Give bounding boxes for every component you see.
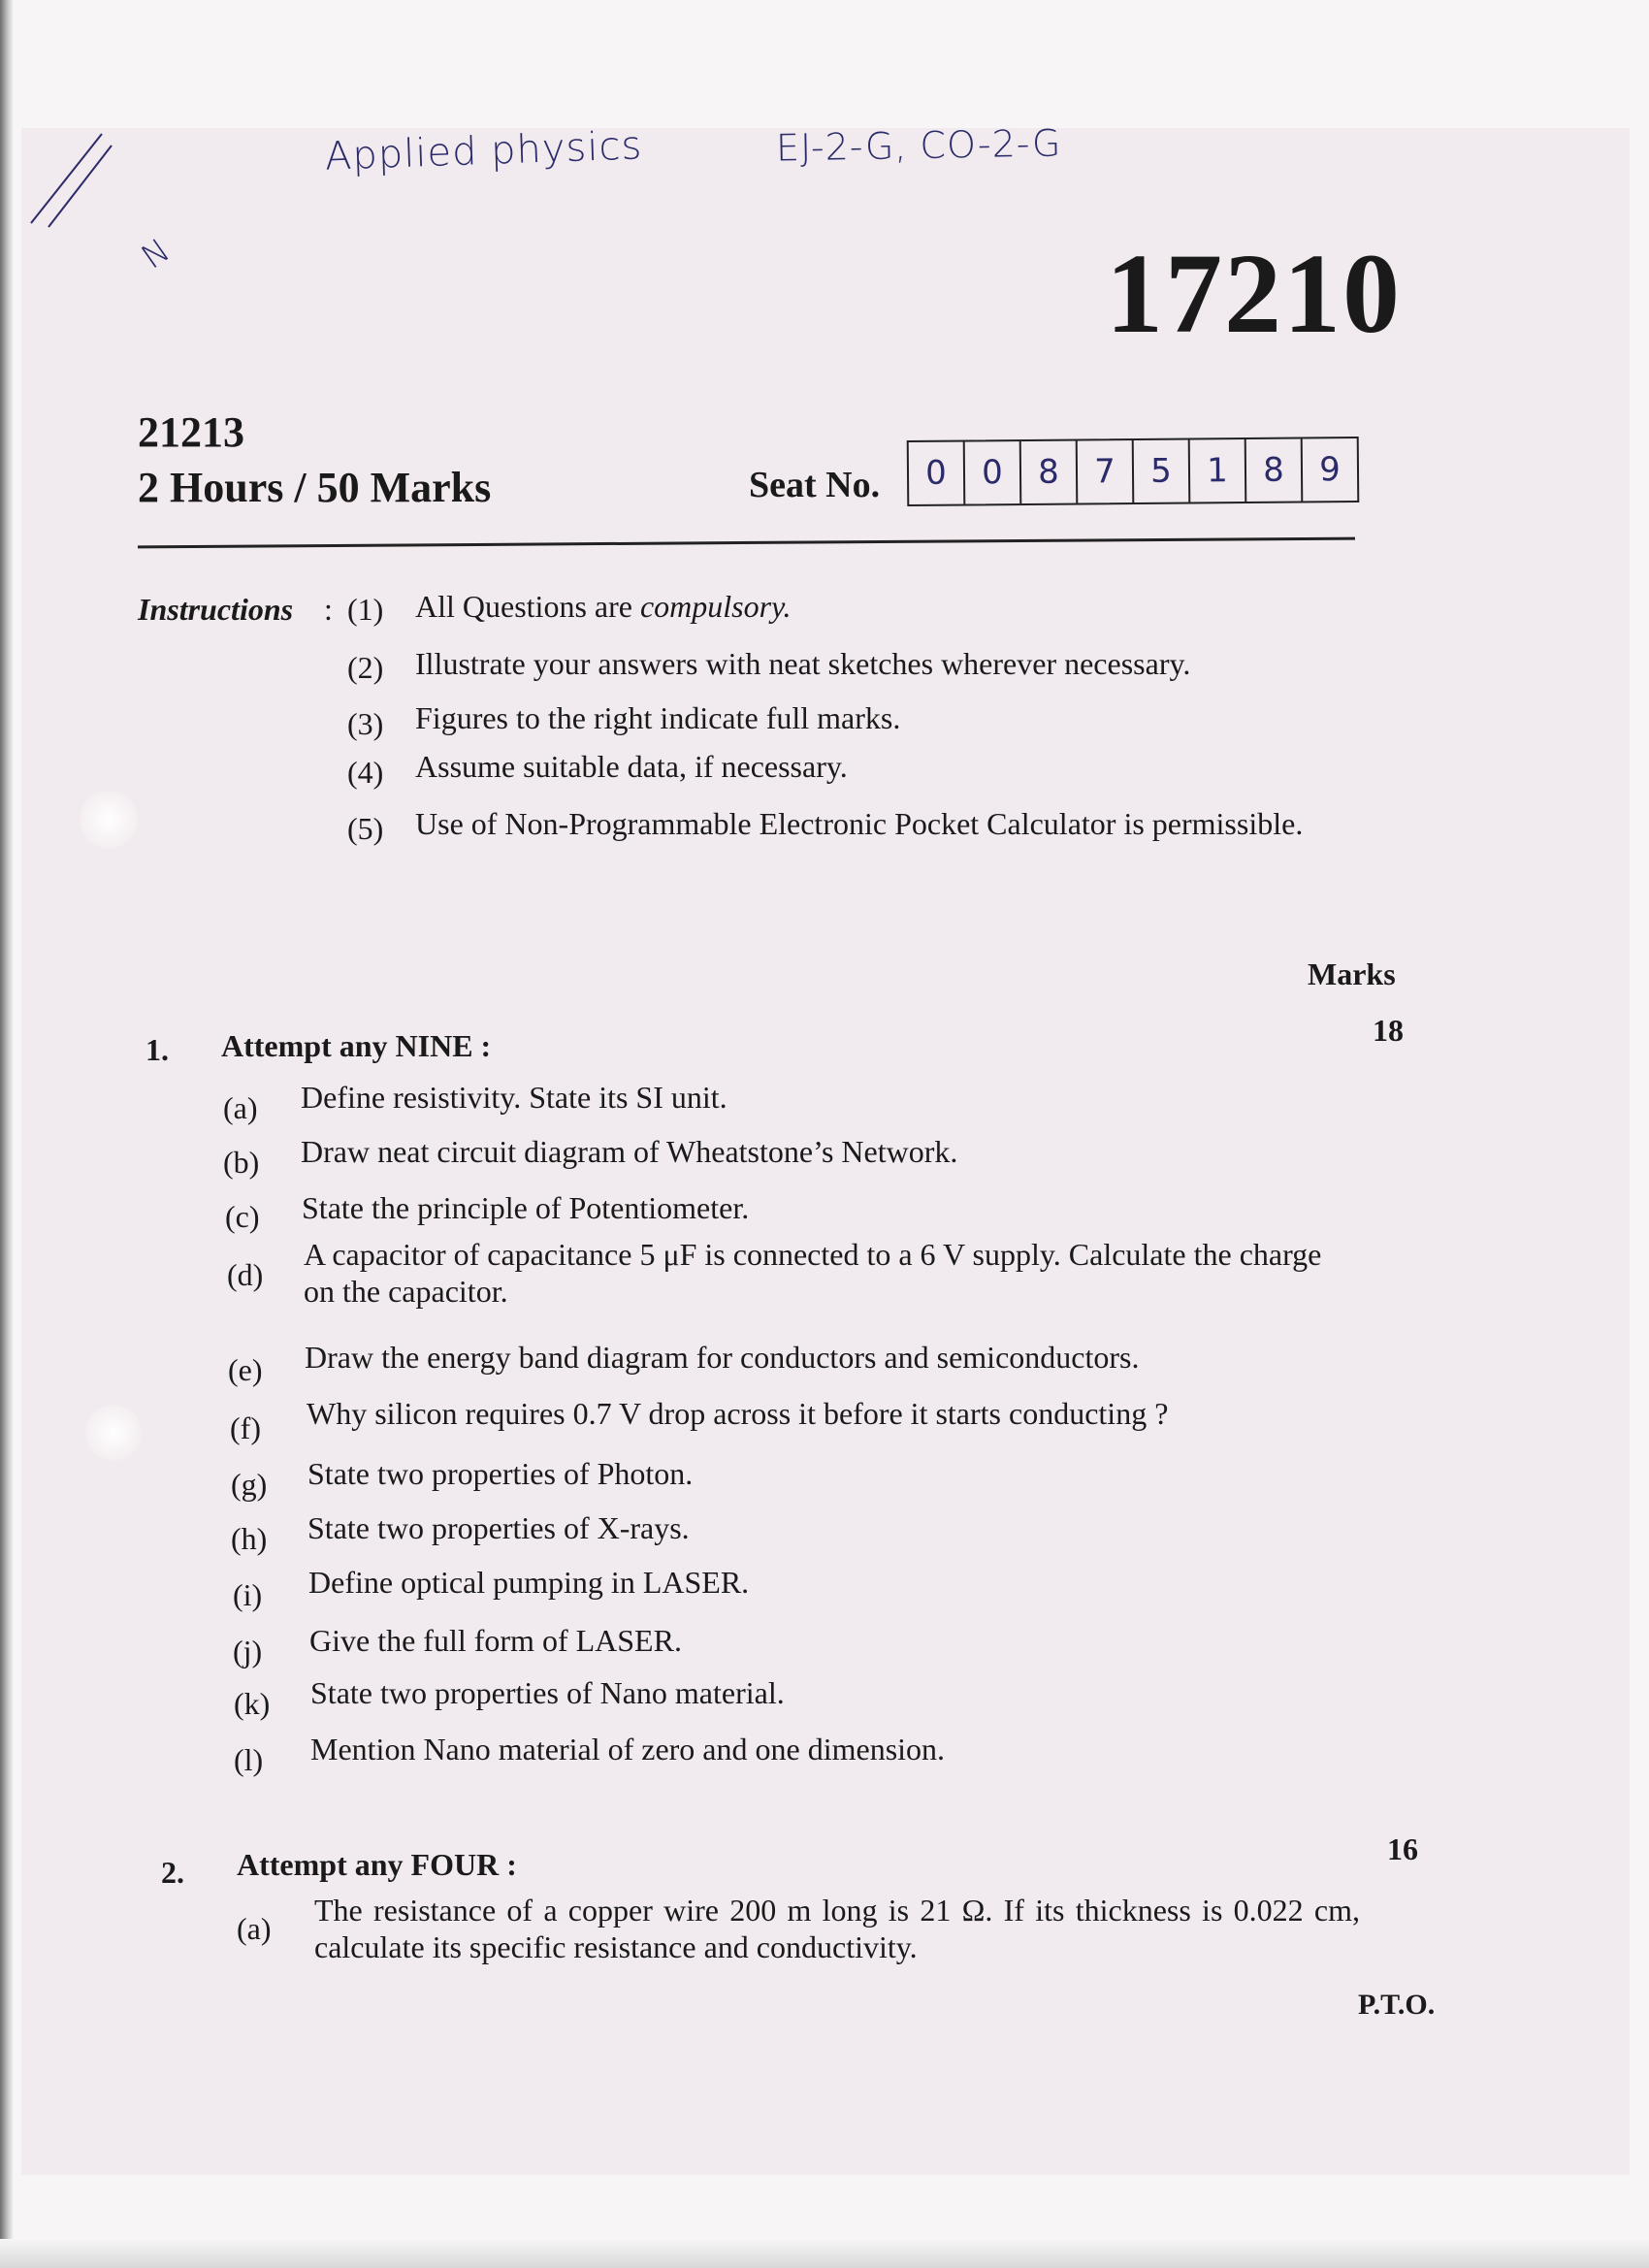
punch-hole [80, 791, 138, 849]
part-label: (l) [234, 1742, 264, 1777]
instruction-text: Illustrate your answers with neat sketches wherever necessary. [415, 646, 1191, 681]
instruction-number: (5) [347, 811, 384, 846]
part-text: State two properties of Photon. [307, 1456, 694, 1491]
part-text: Mention Nano material of zero and one dimension. [310, 1732, 946, 1766]
part-label: (a) [237, 1911, 272, 1946]
instruction-text: Figures to the right indicate full marks. [415, 700, 901, 735]
instruction-text: All Questions are compulsory. [415, 589, 792, 624]
part-text: Define resistivity. State its SI unit. [301, 1080, 728, 1115]
part-text: Give the full form of LASER. [309, 1623, 682, 1658]
seat-number-box [907, 437, 1360, 506]
part-label: (f) [230, 1410, 261, 1445]
part-text: The resistance of a copper wire 200 m long is 21 Ω. If its thickness is 0.022 cm, calculate its specific resistance and conductivity. [314, 1893, 1360, 1964]
part-text: Why silicon requires 0.7 V drop across it before it starts conducting ? [307, 1396, 1169, 1431]
handwritten-subject: Applied physics [324, 123, 643, 179]
part-text: Draw neat circuit diagram of Wheatstone’s Network. [301, 1134, 958, 1169]
question-title: Attempt any NINE : [221, 1028, 492, 1063]
instructions-colon: : [324, 592, 333, 627]
instruction-text: Use of Non-Programmable Electronic Pocket Calculator is permissible. [415, 806, 1304, 841]
instruction-text: Assume suitable data, if necessary. [415, 749, 848, 784]
question-marks: 18 [1373, 1013, 1404, 1048]
punch-hole [85, 1405, 142, 1461]
duration-marks: 2 Hours / 50 Marks [138, 464, 492, 511]
part-label: (g) [231, 1467, 268, 1502]
part-label: (k) [234, 1686, 271, 1721]
handwritten-corner-mark: N [134, 231, 178, 277]
seat-digit: 5 [1134, 439, 1191, 502]
seat-digit: 0 [909, 442, 966, 505]
part-text: A capacitor of capacitance 5 μF is connected to a 6 V supply. Calculate the charge on the capacitor. [304, 1237, 1322, 1309]
part-label: (e) [228, 1352, 263, 1387]
instruction-number: (3) [347, 706, 384, 741]
seat-digit: 8 [1246, 438, 1304, 502]
question-number: 1. [146, 1032, 169, 1067]
page-turn-indicator: P.T.O. [1358, 1989, 1436, 2021]
question-number: 2. [161, 1855, 184, 1890]
part-label: (b) [223, 1145, 260, 1180]
part-label: (i) [233, 1577, 263, 1612]
paper-code: 17210 [1106, 230, 1402, 357]
marks-heading: Marks [1308, 956, 1396, 991]
part-label: (d) [227, 1257, 264, 1292]
seat-digit: 8 [1021, 440, 1079, 503]
part-text: State two properties of Nano material. [310, 1675, 785, 1710]
part-label: (a) [223, 1090, 258, 1125]
seat-number-label: Seat No. [749, 465, 881, 505]
pen-slash-mark [19, 126, 116, 233]
scan-edge [0, 0, 14, 2268]
part-text: Draw the energy band diagram for conductors and semiconductors. [305, 1340, 1140, 1375]
instructions-label: Instructions [138, 592, 294, 627]
instruction-number: (2) [347, 650, 384, 685]
part-text: State two properties of X-rays. [307, 1510, 690, 1545]
seat-digit: 1 [1190, 439, 1247, 502]
seat-digit: 9 [1318, 450, 1341, 490]
part-label: (j) [233, 1634, 263, 1669]
seat-digit: 0 [965, 441, 1022, 504]
instruction-number: (4) [347, 755, 384, 790]
question-title: Attempt any FOUR : [237, 1847, 517, 1882]
part-label: (h) [231, 1521, 268, 1556]
part-label: (c) [225, 1199, 260, 1234]
instruction-number: (1) [347, 592, 384, 627]
seat-digit: 7 [1078, 440, 1135, 503]
question-paper-code: 21213 [138, 408, 244, 456]
handwritten-codes: EJ-2-G, CO-2-G [775, 121, 1062, 170]
part-text: Define optical pumping in LASER. [308, 1565, 750, 1600]
question-marks: 16 [1387, 1831, 1418, 1866]
scan-edge-bottom [0, 2239, 1649, 2268]
part-text: State the principle of Potentiometer. [302, 1190, 750, 1225]
